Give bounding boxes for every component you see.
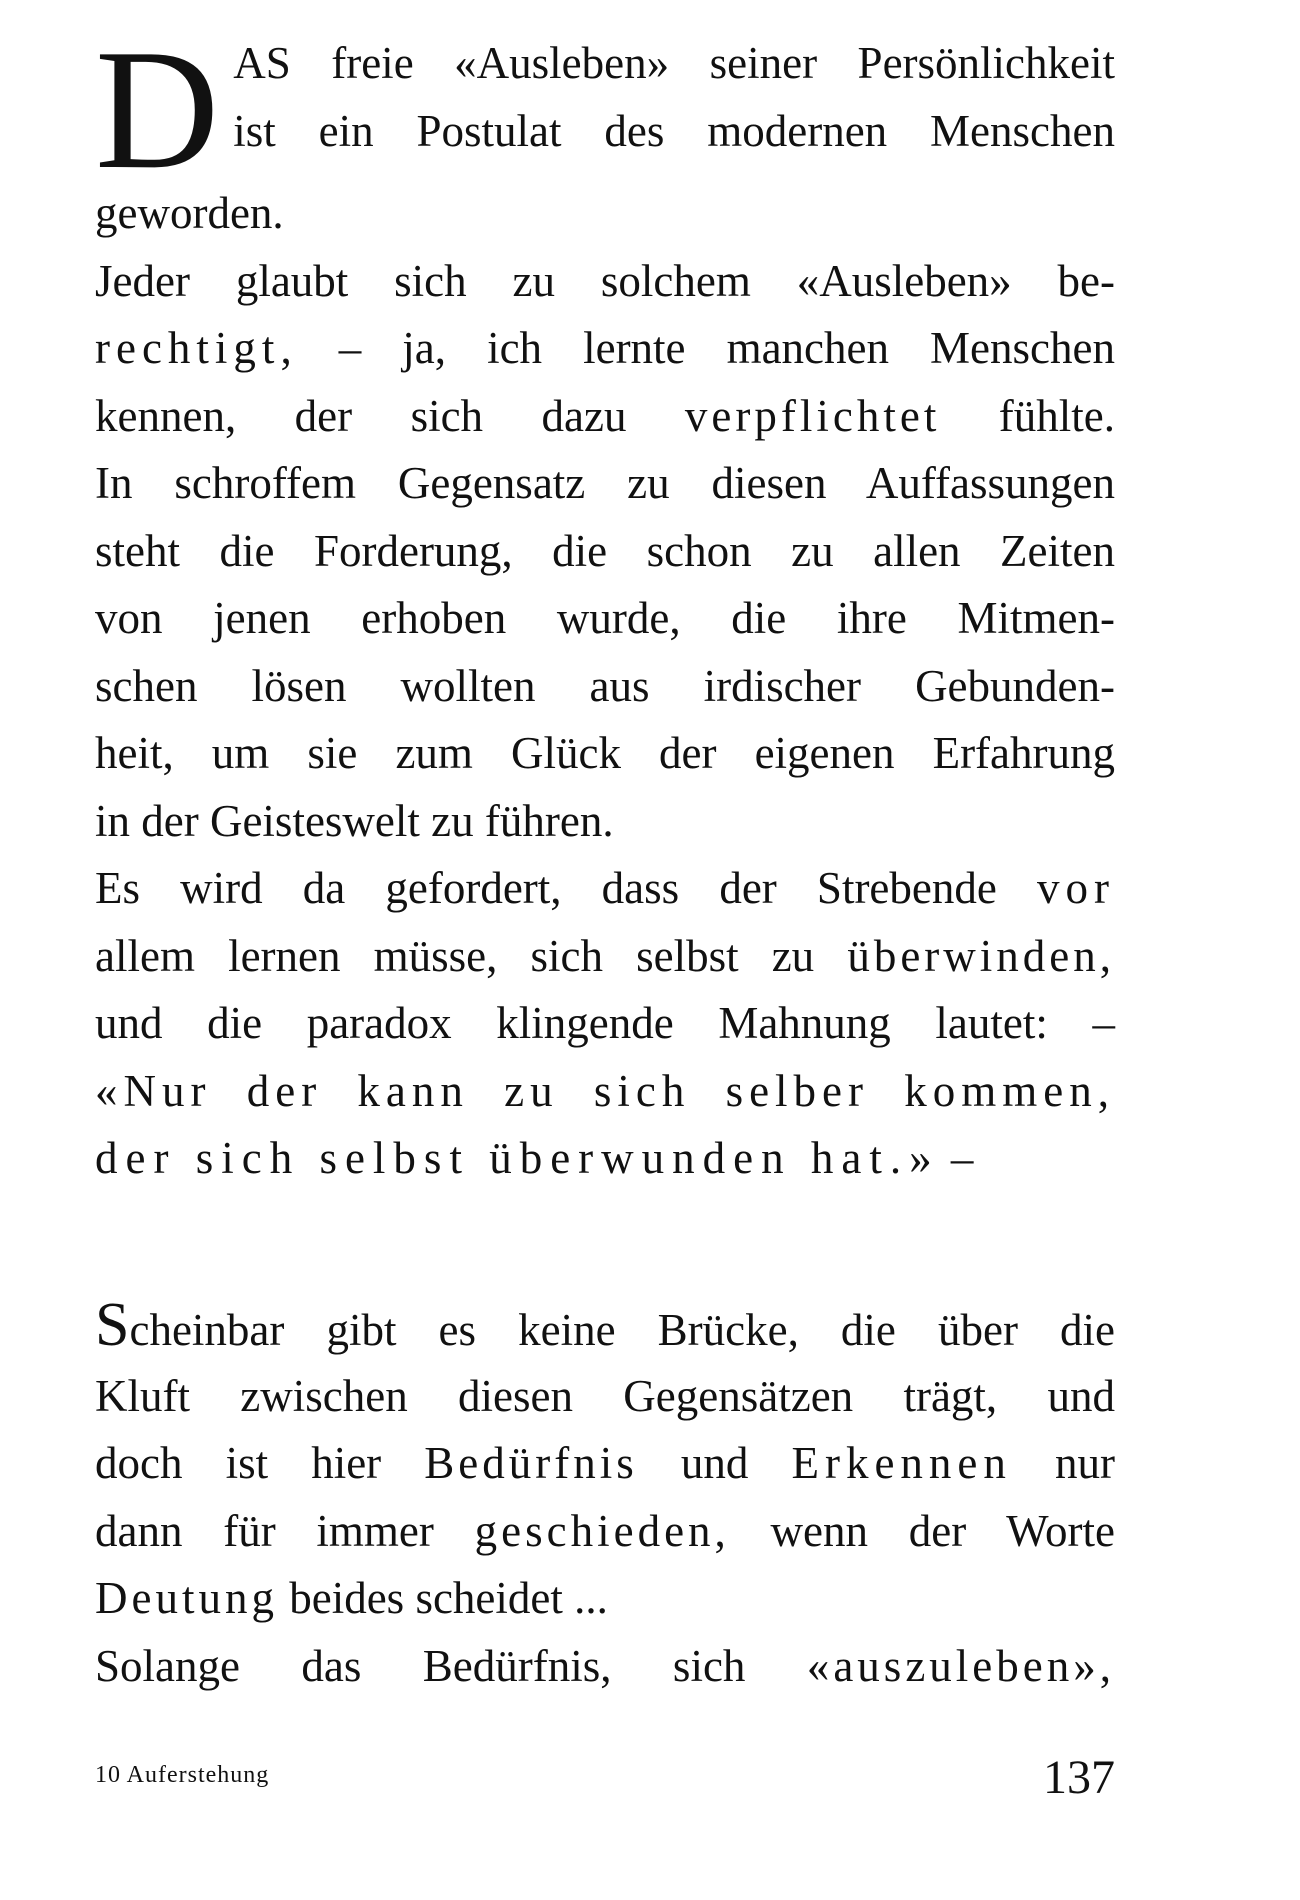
text-line: In schroffem Gegensatz zu diesen Auffassungen — [95, 458, 1115, 508]
spaced-emphasis: vor — [1037, 863, 1115, 913]
spaced-emphasis: Erkennen — [791, 1438, 1012, 1488]
text-span: allem lernen müsse, sich selbst zu — [95, 930, 848, 981]
text-span: Solange das Bedürfnis, sich — [95, 1640, 807, 1691]
text-line: schen lösen wollten aus irdischer Gebunden- — [95, 660, 1115, 711]
paragraph-section-1 — [95, 15, 1115, 1193]
text-line: in der Geisteswelt zu führen. — [95, 795, 614, 846]
text-span: dann für immer — [95, 1505, 475, 1556]
capital-word: AS — [233, 38, 291, 88]
text-span: freie «Ausleben» seiner Persönlichkeit — [290, 38, 1115, 88]
text-line — [95, 1291, 1115, 1363]
text-line: Kluft zwischen diesen Gegensätzen trägt, und — [95, 1370, 1115, 1421]
spaced-emphasis: rechtigt, — [95, 323, 298, 373]
page-number: 137 — [1043, 1751, 1115, 1804]
text-span: kennen, der sich dazu — [95, 390, 685, 441]
initial-letter: S — [95, 1291, 130, 1359]
text-span: fühlte. — [940, 390, 1115, 441]
text-span: wenn der Worte — [729, 1505, 1115, 1556]
page-footer — [95, 1750, 1115, 1810]
text-line — [95, 1633, 1115, 1701]
spaced-emphasis: der sich selbst überwunden hat.» — [95, 1133, 940, 1183]
spaced-emphasis: geschieden, — [474, 1505, 730, 1556]
paragraph-section-2 — [95, 1291, 1115, 1700]
text-line: geworden. — [95, 188, 284, 238]
spaced-emphasis: überwinden, — [847, 930, 1115, 981]
spaced-emphasis: Bedürfnis — [424, 1438, 638, 1488]
text-span: und — [637, 1438, 792, 1488]
text-span: beides scheidet ... — [277, 1573, 608, 1623]
text-line — [95, 855, 1115, 923]
spaced-emphasis: Deutung — [95, 1573, 278, 1623]
text-line: Jeder glaubt sich zu solchem «Ausleben» be- — [95, 255, 1115, 306]
text-span: cheinbar gibt es keine Brücke, die über die — [129, 1305, 1115, 1355]
signature-mark: 10 Auferstehung — [95, 1762, 270, 1788]
text-line: von jenen erhoben wurde, die ihre Mitmen- — [95, 593, 1115, 643]
text-line: und die paradox klingende Mahnung lautet: – — [95, 998, 1115, 1048]
text-line — [95, 30, 1115, 98]
spaced-emphasis: «auszuleben», — [806, 1640, 1115, 1691]
text-line — [95, 383, 1115, 451]
text-line — [95, 1430, 1115, 1498]
drop-cap-letter: D — [95, 15, 220, 205]
text-span: – ja, ich lernte manchen Menschen — [297, 323, 1115, 373]
text-span: Es wird da gefordert, dass der Strebende — [95, 863, 1037, 913]
text-line — [95, 1125, 1115, 1193]
text-line — [95, 1565, 1115, 1633]
text-span: – — [939, 1133, 974, 1183]
text-line: heit, um sie zum Glück der eigenen Erfahrung — [95, 728, 1115, 778]
text-line — [95, 315, 1115, 383]
text-line — [95, 1498, 1115, 1566]
text-span: doch ist hier — [95, 1438, 425, 1488]
text-line: ist ein Postulat des modernen Menschen — [233, 105, 1115, 156]
text-line: steht die Forderung, die schon zu allen Zeiten — [95, 525, 1115, 576]
text-line — [95, 923, 1115, 991]
text-line: «Nur der kann zu sich selber kommen, — [95, 1065, 1115, 1116]
text-span: nur — [1011, 1438, 1115, 1488]
spaced-emphasis: verpflichtet — [684, 390, 941, 441]
